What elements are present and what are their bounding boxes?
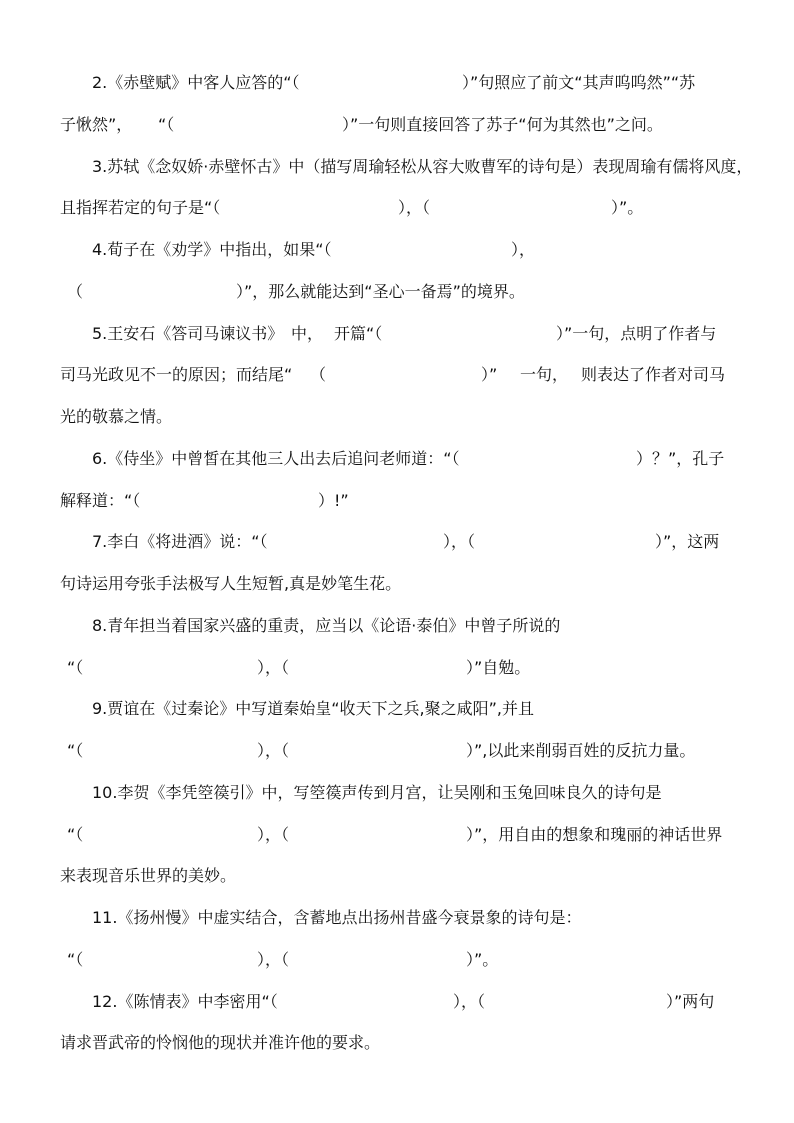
question-12-line-2	[0, 1031, 794, 1055]
question-11-line-2	[0, 948, 794, 972]
question-8-line-1	[0, 614, 794, 638]
question-text: 司马光政见不一的原因；而结尾“	[60, 365, 293, 384]
question-8-line-2	[0, 656, 794, 680]
question-text: ）”两句	[666, 992, 715, 1011]
question-text: ）？”，孔子	[636, 449, 725, 468]
question-text: ）”，这两	[655, 532, 720, 551]
question-text: （	[310, 365, 327, 384]
question-5-line-1	[0, 322, 794, 346]
question-text: 解释道：“（	[60, 491, 141, 510]
question-text: ），（	[257, 825, 290, 844]
question-text: ），	[511, 240, 536, 259]
question-text: “（	[67, 658, 84, 677]
question-10-line-2	[0, 823, 794, 847]
question-2-line-1	[0, 71, 794, 95]
question-text: 开篇“（	[334, 324, 383, 343]
question-7-line-2	[0, 572, 794, 596]
question-5-line-3	[0, 405, 794, 429]
question-text: 5.王安石《答司马谏议书》	[92, 324, 284, 343]
question-text: ），（	[257, 741, 290, 760]
question-text: ）”。	[466, 950, 499, 969]
question-3-line-2	[0, 196, 794, 220]
question-7-line-1	[0, 530, 794, 554]
question-text: ）”。	[611, 198, 644, 217]
question-text: 句诗运用夸张手法极写人生短暂,真是妙笔生花。	[60, 574, 402, 593]
question-text: ），（	[453, 992, 486, 1011]
question-9-line-2	[0, 739, 794, 763]
question-text: （	[67, 282, 84, 301]
question-10-line-1	[0, 781, 794, 805]
question-9-line-1	[0, 697, 794, 721]
question-text: 请求晋武帝的怜悯他的现状并准许他的要求。	[60, 1033, 381, 1052]
question-text: 10.李贺《李凭箜篌引》中，写箜篌声传到月宫，让吴刚和玉兔回味良久的诗句是	[92, 783, 662, 802]
question-10-line-3	[0, 864, 794, 888]
question-text: ）”	[481, 365, 498, 384]
question-text: 中，	[291, 324, 324, 343]
question-text: ）!”	[318, 491, 349, 510]
question-text: 光的敬慕之情。	[60, 407, 173, 426]
question-3-line-1	[0, 155, 794, 179]
question-11-line-1	[0, 906, 794, 930]
question-text: ），（	[398, 198, 431, 217]
question-text: 12.《陈情表》中李密用“（	[92, 992, 278, 1011]
question-text: ）”一句，点明了作者与	[556, 324, 717, 343]
question-text: 2.《赤壁赋》中客人应答的“（	[92, 73, 300, 92]
question-text: “（	[67, 741, 84, 760]
question-text: ）”句照应了前文“其声呜呜然”“苏	[462, 73, 696, 92]
question-text: 则表达了作者对司马	[581, 365, 726, 384]
question-text: “（	[67, 950, 84, 969]
question-text: ）”，用自由的想象和瑰丽的神话世界	[466, 825, 723, 844]
question-text: 且指挥若定的句子是“（	[60, 198, 221, 217]
question-12-line-1	[0, 990, 794, 1014]
question-text: ）”一句则直接回答了苏子“何为其然也”之问。	[342, 115, 663, 134]
question-text: “（	[67, 825, 84, 844]
question-text: ），（	[443, 532, 476, 551]
question-text: 4.荀子在《劝学》中指出，如果“（	[92, 240, 332, 259]
question-6-line-2	[0, 489, 794, 513]
question-text: 9.贾谊在《过秦论》中写道秦始皇“收天下之兵,聚之咸阳”,并且	[92, 699, 535, 718]
question-text: 一句，	[520, 365, 569, 384]
question-text: ）”自勉。	[466, 658, 531, 677]
question-text: ），（	[257, 950, 290, 969]
question-text: 来表现音乐世界的美妙。	[60, 866, 237, 885]
question-text: ）”,以此来削弱百姓的反抗力量。	[466, 741, 696, 760]
question-4-line-1	[0, 238, 794, 262]
question-text: 11.《扬州慢》中虚实结合，含蓄地点出扬州昔盛今衰景象的诗句是：	[92, 908, 582, 927]
question-text: 3.苏轼《念奴娇·赤壁怀古》中（描写周瑜轻松从容大败曹军的诗句是）表现周瑜有儒将风度，	[92, 157, 753, 176]
question-text: 7.李白《将进酒》说：“（	[92, 532, 268, 551]
question-6-line-1	[0, 447, 794, 471]
question-text: ）”，那么就能达到“圣心一备焉”的境界。	[236, 282, 525, 301]
question-5-line-2	[0, 363, 794, 387]
question-text: “（	[158, 115, 175, 134]
question-text: 6.《侍坐》中曾皙在其他三人出去后追问老师道：“（	[92, 449, 460, 468]
question-text: 子愀然”，	[60, 115, 133, 134]
question-2-line-2	[0, 113, 794, 137]
question-4-line-2	[0, 280, 794, 304]
question-text: 8.青年担当着国家兴盛的重责，应当以《论语·泰伯》中曾子所说的	[92, 616, 561, 635]
question-text: ），（	[257, 658, 290, 677]
